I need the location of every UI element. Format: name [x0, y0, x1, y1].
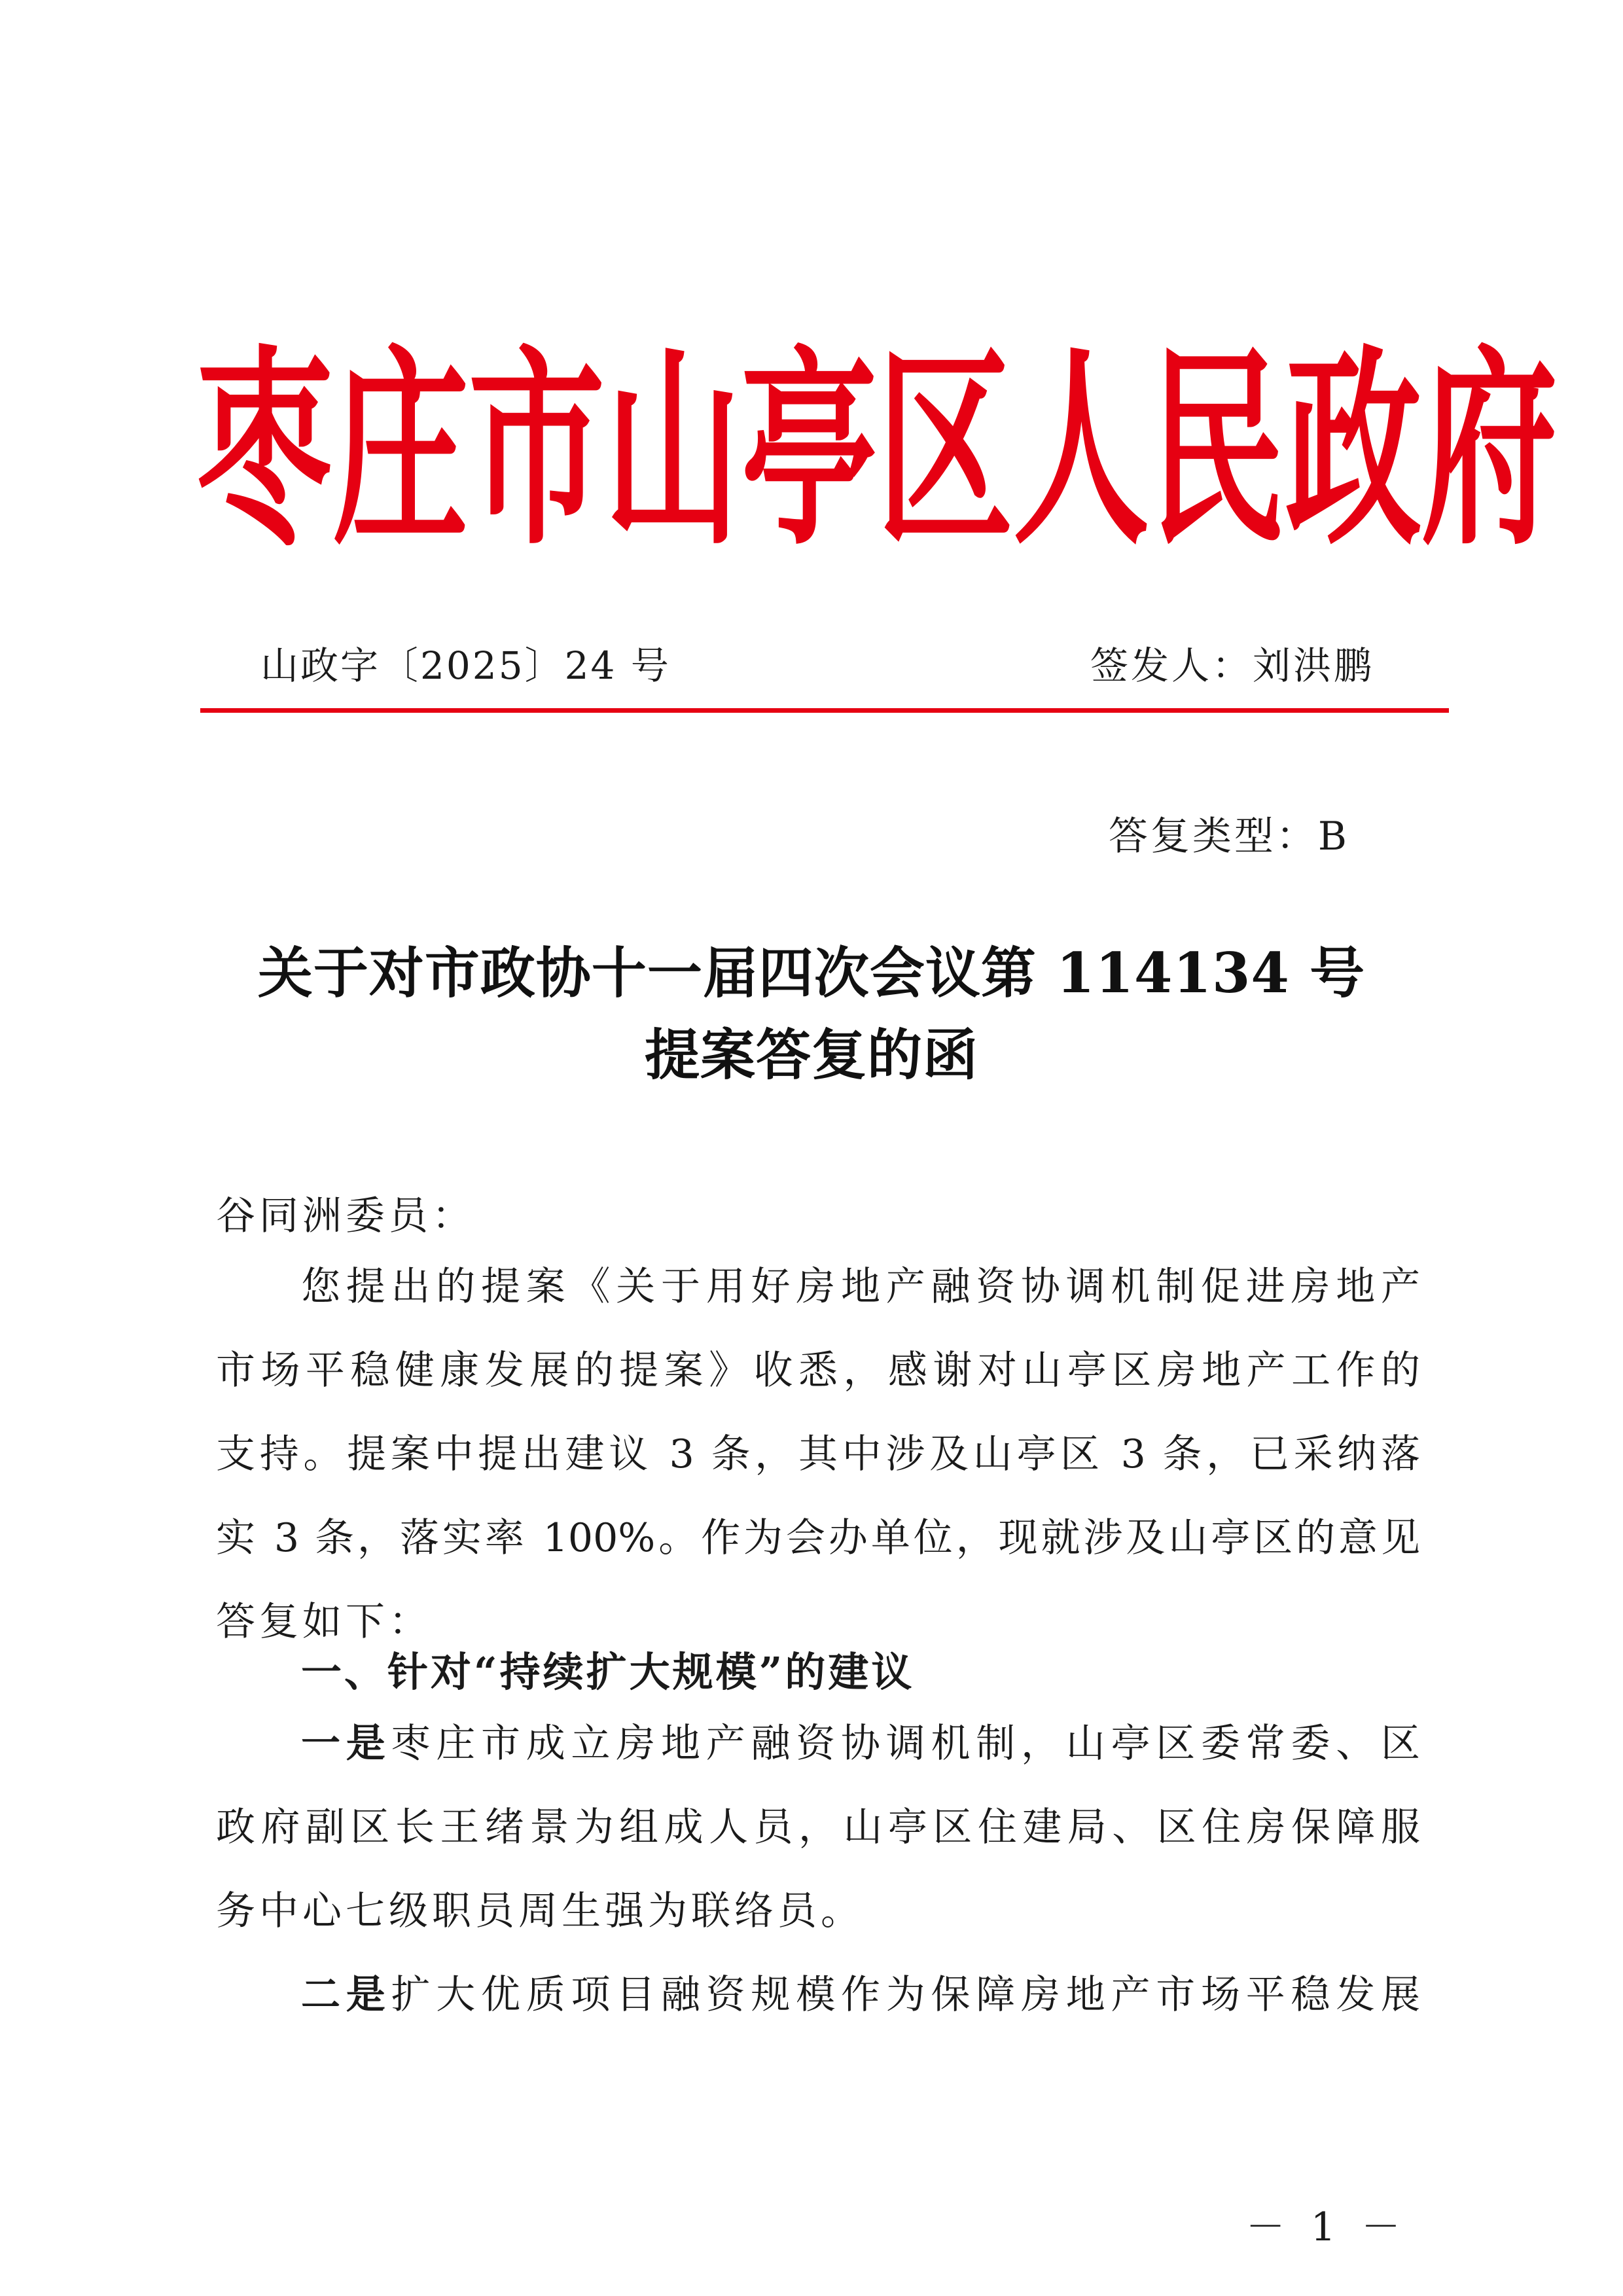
header-red-rule — [200, 708, 1449, 713]
title-char: 人 — [1013, 326, 1149, 575]
body-line: 支持。提案中提出建议 3 条，其中涉及山亭区 3 条，已采纳落 — [216, 1431, 1420, 1477]
item-lead: 一是 — [301, 1721, 391, 1767]
document-title-line-1: 关于对市政协十一届四次会议第 114134 号 — [257, 941, 1366, 1005]
title-char: 亭 — [741, 326, 877, 575]
reply-type: 答复类型：B — [1108, 814, 1349, 859]
issuing-authority-title — [196, 313, 1558, 588]
body-line: 实 3 条，落实率 100%。作为会办单位，现就涉及山亭区的意见 — [216, 1515, 1420, 1561]
title-char: 庄 — [332, 326, 469, 575]
document-title-line-2: 提案答复的函 — [644, 1022, 978, 1087]
item-lead: 二是 — [301, 1972, 391, 2018]
salutation: 谷同洲委员： — [216, 1193, 475, 1239]
title-char: 府 — [1421, 326, 1558, 575]
page-number: － 1 － — [1245, 2204, 1407, 2250]
document-number: 山政字〔2025〕24 号 — [260, 643, 671, 688]
title-char: 枣 — [196, 326, 332, 575]
body-line: 您提出的提案《关于用好房地产融资协调机制促进房地产 — [301, 1264, 1420, 1310]
body-line: 市场平稳健康发展的提案》收悉，感谢对山亭区房地产工作的 — [216, 1348, 1420, 1393]
section-heading: 一、针对“持续扩大规模”的建议 — [301, 1648, 915, 1696]
title-char: 市 — [469, 326, 605, 575]
title-char: 区 — [877, 326, 1013, 575]
item-text: 枣庄市成立房地产融资协调机制，山亭区委常委、区 — [391, 1721, 1420, 1767]
item-paragraph — [301, 1953, 1420, 2037]
body-line: 务中心七级职员周生强为联络员。 — [216, 1888, 864, 1934]
body-line: 答复如下： — [216, 1599, 432, 1645]
body-line: 政府副区长王绪景为组成人员，山亭区住建局、区住房保障服 — [216, 1804, 1420, 1850]
item-text: 扩大优质项目融资规模作为保障房地产市场平稳发展 — [391, 1972, 1420, 2018]
title-char: 民 — [1149, 326, 1285, 575]
item-paragraph — [301, 1702, 1420, 1785]
signer: 签发人：刘洪鹏 — [1090, 643, 1374, 688]
title-char: 政 — [1285, 326, 1421, 575]
title-char: 山 — [605, 326, 741, 575]
